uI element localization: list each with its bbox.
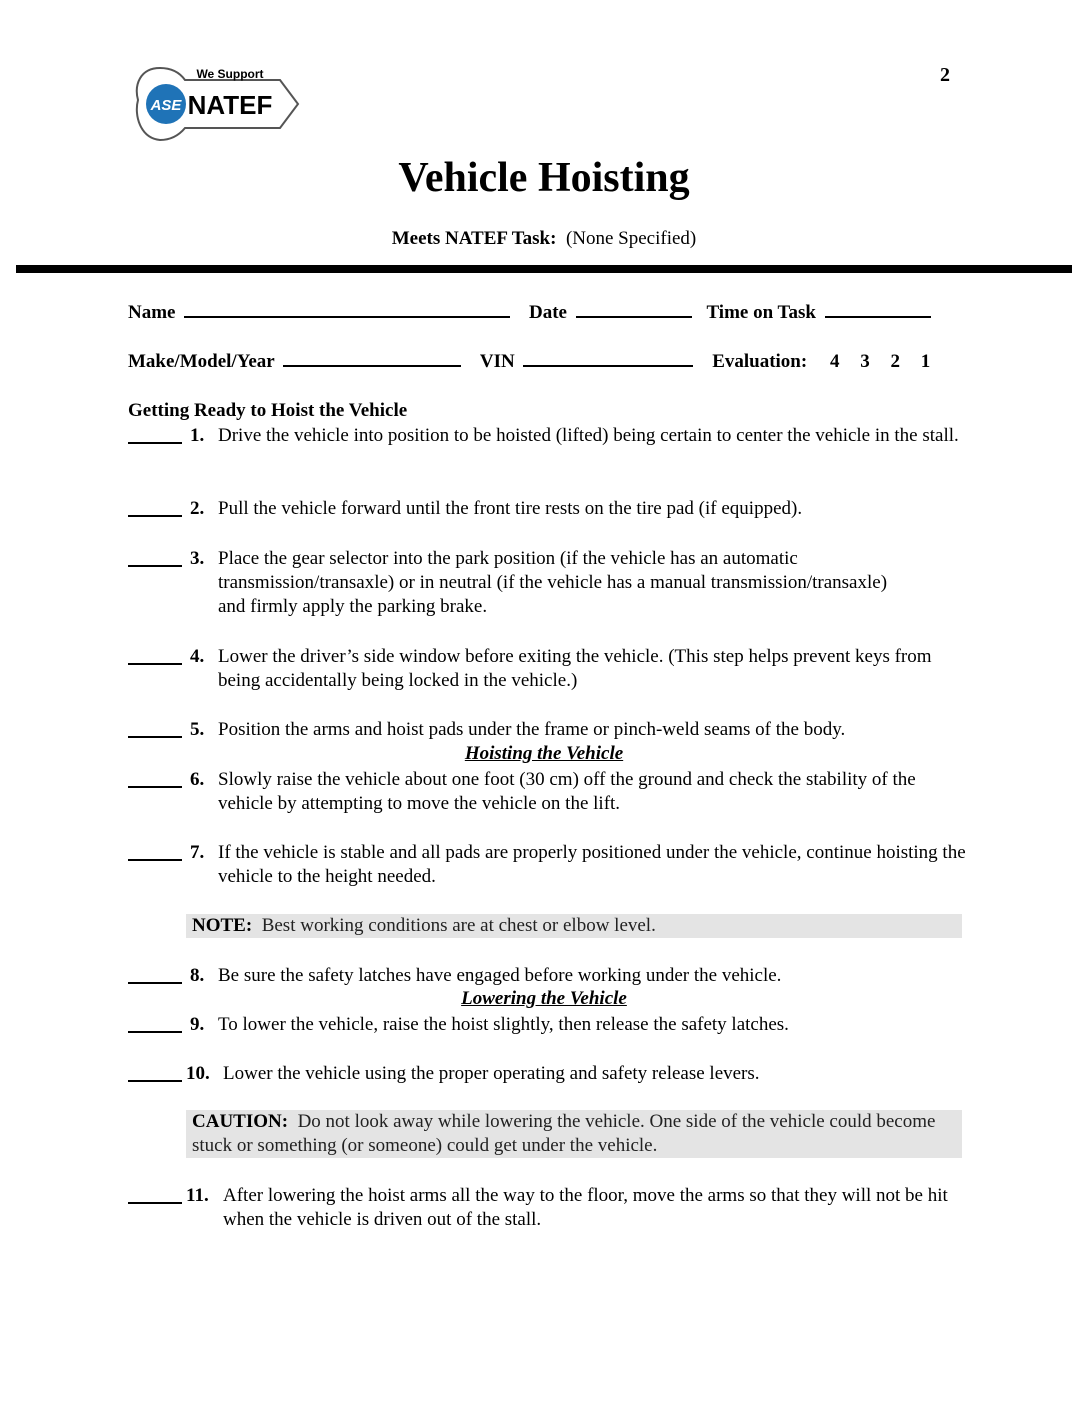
date-label: Date xyxy=(528,302,567,323)
step-4 xyxy=(128,645,968,693)
step-text: If the vehicle is stable and all pads are properly positioned under the vehicle, continue hoisting the vehicle to the height needed. xyxy=(218,842,966,887)
evaluation-score-1[interactable]: 1 xyxy=(920,351,931,372)
step-text: Lower the driver’s side window before exiting the vehicle. (This step helps prevent keys from being accidentally being locked in the vehicle.) xyxy=(218,646,932,691)
step-checkbox-line[interactable] xyxy=(128,663,182,665)
natef-task xyxy=(0,228,1088,250)
vin-label: VIN xyxy=(479,351,515,372)
step-6 xyxy=(128,768,968,816)
step-text: Slowly raise the vehicle about one foot (30 cm) off the ground and check the stability of the vehicle by attempting to move the vehicle on the lift. xyxy=(218,769,916,814)
subheading-lowering: Lowering the Vehicle xyxy=(461,988,627,1009)
step-checkbox-line[interactable] xyxy=(128,982,182,984)
step-text: After lowering the hoist arms all the way to the floor, move the arms so that they will not be hit when the vehicle is driven out of the stall. xyxy=(223,1185,948,1230)
make-model-year-label: Make/Model/Year xyxy=(128,351,275,372)
natef-key-icon xyxy=(130,60,305,150)
step-3 xyxy=(128,547,968,619)
vin-field[interactable] xyxy=(523,351,693,367)
evaluation-score-2[interactable]: 2 xyxy=(890,351,900,372)
step-checkbox-line[interactable] xyxy=(128,1031,182,1033)
logo-badge: ASE xyxy=(150,97,182,114)
step-5 xyxy=(128,718,968,742)
evaluation-score-4[interactable]: 4 xyxy=(829,351,840,372)
step-checkbox-line[interactable] xyxy=(128,565,182,567)
step-checkbox-line[interactable] xyxy=(128,515,182,517)
task-label: Meets NATEF Task: xyxy=(391,228,557,249)
step-text: Be sure the safety latches have engaged before working under the vehicle. xyxy=(218,965,782,986)
make-model-year-field[interactable] xyxy=(283,351,461,367)
step-11 xyxy=(128,1184,968,1232)
step-checkbox-line[interactable] xyxy=(128,1202,182,1204)
section-heading: Getting Ready to Hoist the Vehicle xyxy=(128,400,408,421)
page-number: 2 xyxy=(940,64,950,86)
name-label: Name xyxy=(128,302,176,323)
step-checkbox-line[interactable] xyxy=(128,1080,182,1082)
name-field[interactable] xyxy=(184,302,510,318)
step-text: Drive the vehicle into position to be hoisted (lifted) being certain to center the vehicle in the stall. xyxy=(218,425,959,446)
step-number: 3. xyxy=(190,548,205,569)
step-number: 1. xyxy=(190,425,205,446)
caution-label: CAUTION: xyxy=(192,1111,289,1132)
step-checkbox-line[interactable] xyxy=(128,859,182,861)
step-number: 8. xyxy=(190,965,205,986)
step-number: 5. xyxy=(190,719,205,740)
date-field[interactable] xyxy=(576,302,692,318)
step-number: 2. xyxy=(190,498,205,519)
step-number: 4. xyxy=(190,646,205,667)
time-on-task-field[interactable] xyxy=(825,302,931,318)
header-divider xyxy=(16,265,1072,273)
logo-top-text: We Support xyxy=(196,67,264,81)
step-10 xyxy=(128,1062,968,1086)
step-number: 6. xyxy=(190,769,205,790)
evaluation-score-3[interactable]: 3 xyxy=(860,351,870,372)
time-on-task-label: Time on Task xyxy=(706,302,816,323)
step-checkbox-line[interactable] xyxy=(128,786,182,788)
step-number: 10. xyxy=(186,1063,210,1084)
note-label: NOTE: xyxy=(192,915,253,936)
step-8 xyxy=(128,964,968,988)
step-text: Place the gear selector into the park position (if the vehicle has an automatic transmission/transaxle) or in neutral (if the vehicle has a manual transmission/transaxle) and firmly apply the parking brake. xyxy=(218,548,888,617)
field-row-2 xyxy=(128,351,930,373)
subheading-hoisting: Hoisting the Vehicle xyxy=(464,743,624,764)
step-checkbox-line[interactable] xyxy=(128,442,182,444)
natef-logo xyxy=(130,60,305,150)
task-value: (None Specified) xyxy=(565,228,697,249)
step-7 xyxy=(128,841,968,889)
note-box xyxy=(186,914,962,938)
note-text: Best working conditions are at chest or elbow level. xyxy=(261,915,656,936)
field-row-1 xyxy=(128,302,935,324)
step-text: Position the arms and hoist pads under the frame or pinch-weld seams of the body. xyxy=(218,719,846,740)
step-2 xyxy=(128,497,968,521)
step-9 xyxy=(128,1013,968,1037)
step-number: 9. xyxy=(190,1014,205,1035)
caution-box xyxy=(186,1110,962,1158)
step-text: Pull the vehicle forward until the front tire rests on the tire pad (if equipped). xyxy=(218,498,803,519)
step-checkbox-line[interactable] xyxy=(128,736,182,738)
step-text: Lower the vehicle using the proper operating and safety release levers. xyxy=(223,1063,760,1084)
step-number: 11. xyxy=(186,1185,209,1206)
evaluation-label: Evaluation: xyxy=(712,351,808,372)
step-number: 7. xyxy=(190,842,205,863)
caution-text: Do not look away while lowering the vehicle. One side of the vehicle could become stuck or something (or someone) could get under the vehicle. xyxy=(192,1111,936,1156)
step-text: To lower the vehicle, raise the hoist slightly, then release the safety latches. xyxy=(218,1014,789,1035)
logo-main-text: NATEF xyxy=(187,90,273,120)
step-1 xyxy=(128,424,968,448)
page-title: Vehicle Hoisting xyxy=(398,155,690,201)
